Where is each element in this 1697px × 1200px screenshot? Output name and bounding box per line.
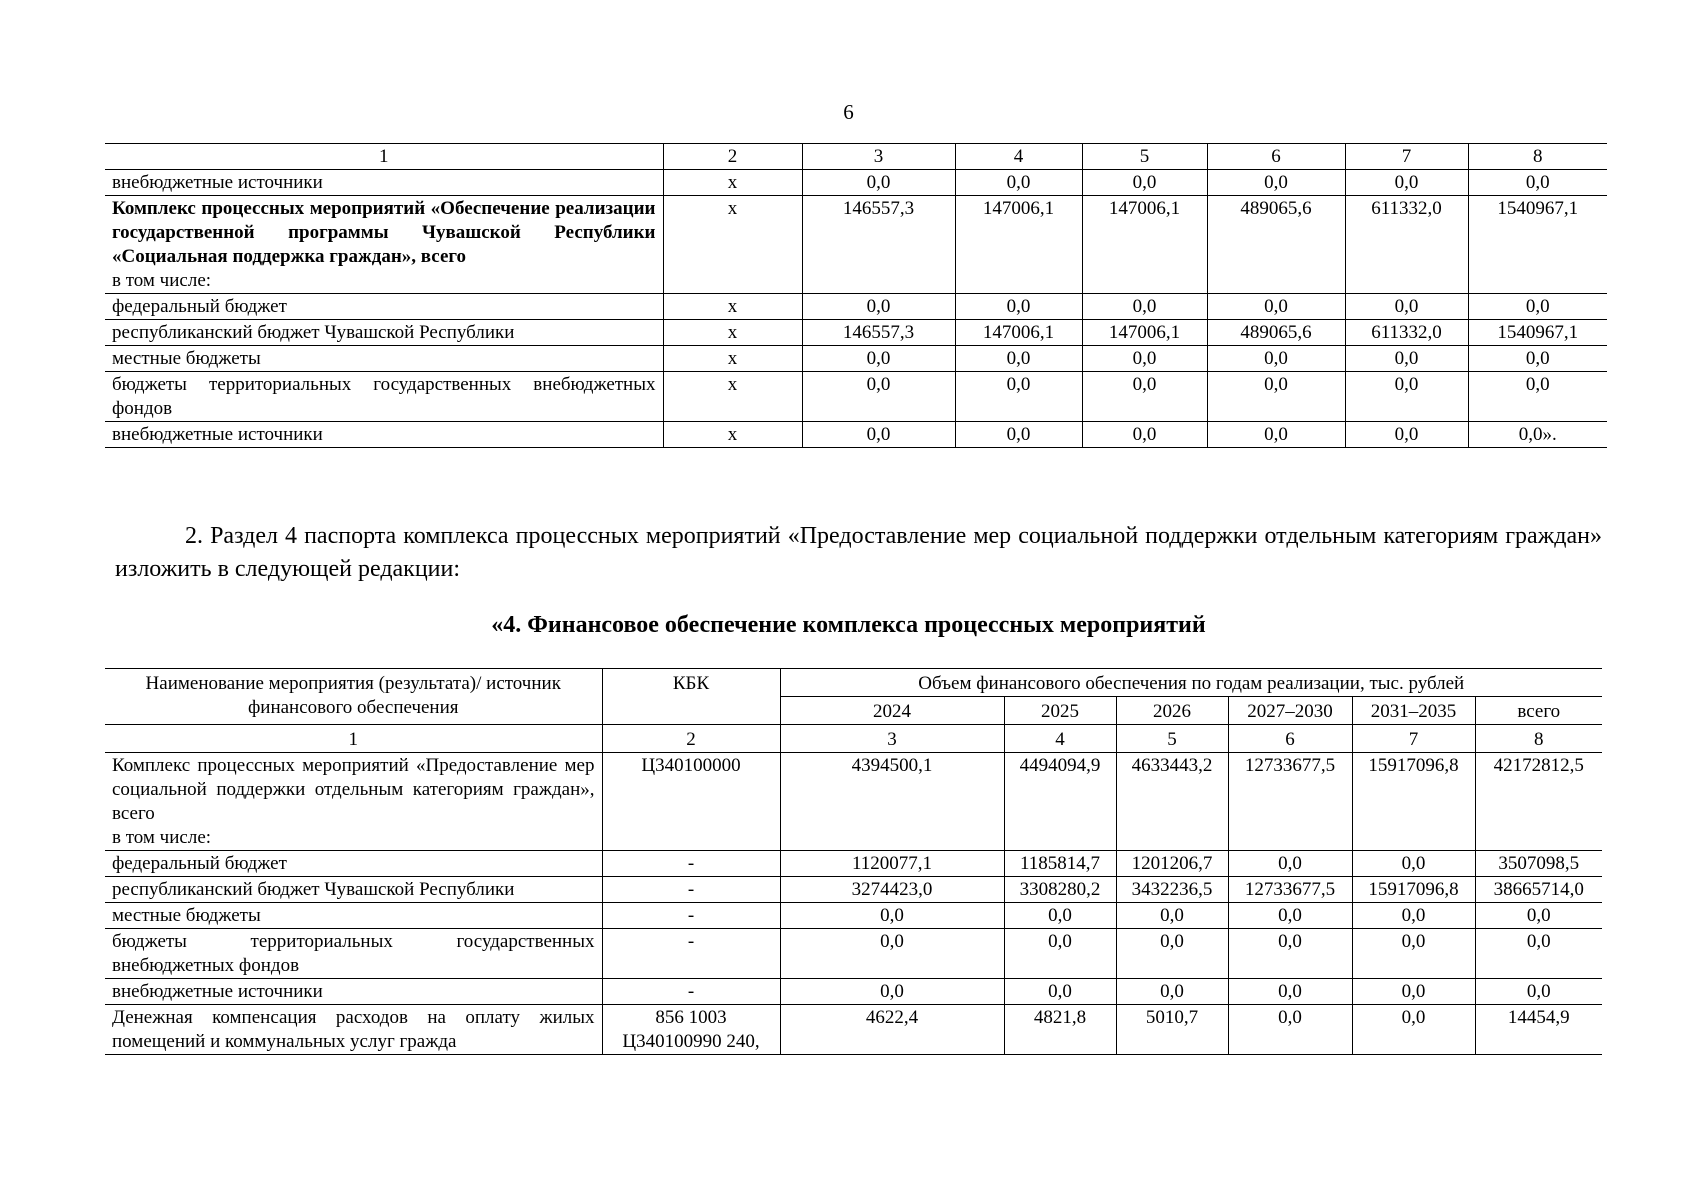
value-cell: 0,0 xyxy=(1468,294,1607,320)
kbk-cell: - xyxy=(602,929,780,979)
value-cell: 0,0 xyxy=(1468,170,1607,196)
value-cell: 147006,1 xyxy=(1082,196,1207,294)
table-row xyxy=(105,320,1607,346)
kbk-cell: - xyxy=(602,877,780,903)
value-cell: 0,0 xyxy=(1345,372,1468,422)
table-row xyxy=(105,903,1602,929)
column-number: 1 xyxy=(105,725,602,753)
column-number: 5 xyxy=(1116,725,1228,753)
column-numbers-row xyxy=(105,725,1602,753)
kbk-column-header: КБК xyxy=(602,669,780,725)
value-cell: 0,0 xyxy=(1352,903,1475,929)
value-cell: 0,0 xyxy=(1475,979,1602,1005)
value-cell: 3432236,5 xyxy=(1116,877,1228,903)
row-name: республиканский бюджет Чувашской Республики xyxy=(112,879,515,900)
table-row xyxy=(105,979,1602,1005)
column-number: 1 xyxy=(105,144,663,170)
value-cell: 0,0 xyxy=(780,903,1004,929)
row-name: внебюджетные источники xyxy=(112,172,323,193)
value-cell: 611332,0 xyxy=(1345,196,1468,294)
value-cell: 0,0 xyxy=(1352,851,1475,877)
row-name-cell xyxy=(105,320,663,346)
value-cell: 12733677,5 xyxy=(1228,877,1352,903)
row-name: Комплекс процессных мероприятий «Обеспечение реализации государственной программы Чувашской Республики «Социальная поддержка граждан», всего xyxy=(112,198,656,267)
table-row xyxy=(105,196,1607,294)
table-row xyxy=(105,422,1607,448)
value-cell: 0,0 xyxy=(802,294,955,320)
table-row xyxy=(105,372,1607,422)
year-header: 2025 xyxy=(1004,697,1116,725)
value-cell: x xyxy=(663,372,802,422)
table-row xyxy=(105,877,1602,903)
value-cell: 4622,4 xyxy=(780,1005,1004,1055)
table-row xyxy=(105,1005,1602,1055)
value-cell: 0,0 xyxy=(1082,170,1207,196)
financial-table xyxy=(105,668,1602,1055)
value-cell: 147006,1 xyxy=(1082,320,1207,346)
value-cell: 1120077,1 xyxy=(780,851,1004,877)
value-cell: 1201206,7 xyxy=(1116,851,1228,877)
row-name: бюджеты территориальных государственных внебюджетных фондов xyxy=(112,931,595,976)
table-row xyxy=(105,929,1602,979)
value-cell: 4633443,2 xyxy=(1116,753,1228,851)
column-number: 5 xyxy=(1082,144,1207,170)
value-cell: 0,0 xyxy=(780,929,1004,979)
row-name-cell xyxy=(105,929,602,979)
row-name: федеральный бюджет xyxy=(112,853,287,874)
row-name-cell xyxy=(105,422,663,448)
value-cell: 0,0 xyxy=(1116,929,1228,979)
row-name: внебюджетные источники xyxy=(112,981,323,1002)
row-name-cell xyxy=(105,372,663,422)
value-cell: 3274423,0 xyxy=(780,877,1004,903)
value-cell: 0,0 xyxy=(1475,929,1602,979)
value-cell: 42172812,5 xyxy=(1475,753,1602,851)
value-cell: 147006,1 xyxy=(955,320,1082,346)
row-name-cell xyxy=(105,196,663,294)
value-cell: 0,0 xyxy=(955,170,1082,196)
value-cell: 3507098,5 xyxy=(1475,851,1602,877)
value-cell: 0,0 xyxy=(1468,346,1607,372)
column-number: 2 xyxy=(663,144,802,170)
row-name-cell xyxy=(105,1005,602,1055)
row-name-cell xyxy=(105,170,663,196)
value-cell: 0,0 xyxy=(1207,422,1345,448)
value-cell: 0,0 xyxy=(1082,294,1207,320)
value-cell: x xyxy=(663,294,802,320)
column-number: 3 xyxy=(780,725,1004,753)
value-cell: x xyxy=(663,196,802,294)
table-row xyxy=(105,851,1602,877)
column-number: 4 xyxy=(955,144,1082,170)
value-cell: 489065,6 xyxy=(1207,320,1345,346)
column-number: 8 xyxy=(1475,725,1602,753)
value-cell: 0,0 xyxy=(1207,170,1345,196)
year-header: 2031–2035 xyxy=(1352,697,1475,725)
value-cell: 146557,3 xyxy=(802,196,955,294)
table-row xyxy=(105,170,1607,196)
header-row xyxy=(105,669,1602,697)
value-cell: 15917096,8 xyxy=(1352,877,1475,903)
row-name-cell xyxy=(105,294,663,320)
value-cell: 1540967,1 xyxy=(1468,320,1607,346)
value-cell: 0,0 xyxy=(1207,346,1345,372)
value-cell: x xyxy=(663,346,802,372)
row-name-cell xyxy=(105,877,602,903)
value-cell: 0,0 xyxy=(802,346,955,372)
value-cell: 0,0 xyxy=(1228,851,1352,877)
row-name: местные бюджеты xyxy=(112,348,261,369)
row-subtitle: в том числе: xyxy=(112,827,212,848)
kbk-cell: - xyxy=(602,903,780,929)
year-header: 2027–2030 xyxy=(1228,697,1352,725)
row-name: республиканский бюджет Чувашской Республики xyxy=(112,322,515,343)
value-cell: 0,0 xyxy=(1475,903,1602,929)
year-header: 2024 xyxy=(780,697,1004,725)
value-cell: 0,0 xyxy=(955,294,1082,320)
value-cell: 12733677,5 xyxy=(1228,753,1352,851)
value-cell: 611332,0 xyxy=(1345,320,1468,346)
row-name-cell xyxy=(105,903,602,929)
value-cell: 0,0». xyxy=(1468,422,1607,448)
row-name-cell xyxy=(105,851,602,877)
continuation-table xyxy=(105,143,1607,448)
value-cell: 1185814,7 xyxy=(1004,851,1116,877)
table-row xyxy=(105,294,1607,320)
value-cell: 5010,7 xyxy=(1116,1005,1228,1055)
column-number: 8 xyxy=(1468,144,1607,170)
value-cell: 0,0 xyxy=(1352,979,1475,1005)
value-cell: 0,0 xyxy=(802,372,955,422)
value-cell: 0,0 xyxy=(1082,346,1207,372)
value-cell: 0,0 xyxy=(1004,979,1116,1005)
value-cell: 0,0 xyxy=(1352,929,1475,979)
value-cell: 0,0 xyxy=(1352,1005,1475,1055)
value-cell: x xyxy=(663,170,802,196)
value-cell: 146557,3 xyxy=(802,320,955,346)
row-name: местные бюджеты xyxy=(112,905,261,926)
value-cell: 489065,6 xyxy=(1207,196,1345,294)
page-number: 6 xyxy=(843,100,854,124)
value-cell: 0,0 xyxy=(802,422,955,448)
column-numbers-row xyxy=(105,144,1607,170)
value-cell: 38665714,0 xyxy=(1475,877,1602,903)
value-cell: 0,0 xyxy=(1228,929,1352,979)
year-header: всего xyxy=(1475,697,1602,725)
row-name-cell xyxy=(105,979,602,1005)
kbk-cell: - xyxy=(602,979,780,1005)
value-cell: 0,0 xyxy=(1207,294,1345,320)
column-number: 7 xyxy=(1345,144,1468,170)
row-subtitle: в том числе: xyxy=(112,270,212,291)
row-name: Денежная компенсация расходов на оплату жилых помещений и коммунальных услуг гражда xyxy=(112,1007,595,1052)
kbk-cell: Ц340100000 xyxy=(602,753,780,851)
value-cell: 0,0 xyxy=(955,422,1082,448)
value-cell: 1540967,1 xyxy=(1468,196,1607,294)
name-column-header: Наименование мероприятия (результата)/ источник финансового обеспечения xyxy=(105,669,602,725)
value-cell: 0,0 xyxy=(955,346,1082,372)
value-cell: 147006,1 xyxy=(955,196,1082,294)
value-cell: x xyxy=(663,422,802,448)
value-cell: 4821,8 xyxy=(1004,1005,1116,1055)
column-number: 4 xyxy=(1004,725,1116,753)
value-cell: 0,0 xyxy=(1345,422,1468,448)
amendment-paragraph: 2. Раздел 4 паспорта комплекса процессных мероприятий «Предоставление мер социальной поддержки отдельным категориям граждан» изложить в следующей редакции: xyxy=(115,523,1602,582)
row-name: бюджеты территориальных государственных внебюджетных фондов xyxy=(112,374,656,419)
year-header: 2026 xyxy=(1116,697,1228,725)
value-cell: 4394500,1 xyxy=(780,753,1004,851)
value-cell: 0,0 xyxy=(802,170,955,196)
value-cell: 4494094,9 xyxy=(1004,753,1116,851)
kbk-cell: 856 1003 Ц340100990 240, xyxy=(602,1005,780,1055)
column-number: 3 xyxy=(802,144,955,170)
section-title: «4. Финансовое обеспечение комплекса процессных мероприятий xyxy=(491,612,1206,638)
value-cell: 0,0 xyxy=(1345,170,1468,196)
value-cell: 0,0 xyxy=(1345,294,1468,320)
row-name: Комплекс процессных мероприятий «Предоставление мер социальной поддержки отдельным категориям граждан», всего xyxy=(112,755,595,824)
volume-header: Объем финансового обеспечения по годам реализации, тыс. рублей xyxy=(780,669,1602,697)
row-name: федеральный бюджет xyxy=(112,296,287,317)
row-name: внебюджетные источники xyxy=(112,424,323,445)
column-number: 7 xyxy=(1352,725,1475,753)
value-cell: 14454,9 xyxy=(1475,1005,1602,1055)
value-cell: 0,0 xyxy=(1228,1005,1352,1055)
value-cell: 3308280,2 xyxy=(1004,877,1116,903)
value-cell: 0,0 xyxy=(1116,979,1228,1005)
value-cell: 0,0 xyxy=(1207,372,1345,422)
value-cell: 0,0 xyxy=(1116,903,1228,929)
value-cell: 0,0 xyxy=(780,979,1004,1005)
row-name-cell xyxy=(105,346,663,372)
kbk-cell: - xyxy=(602,851,780,877)
value-cell: 0,0 xyxy=(1228,903,1352,929)
row-name-cell xyxy=(105,753,602,851)
value-cell: 0,0 xyxy=(955,372,1082,422)
value-cell: x xyxy=(663,320,802,346)
value-cell: 15917096,8 xyxy=(1352,753,1475,851)
value-cell: 0,0 xyxy=(1468,372,1607,422)
value-cell: 0,0 xyxy=(1004,929,1116,979)
value-cell: 0,0 xyxy=(1082,422,1207,448)
value-cell: 0,0 xyxy=(1082,372,1207,422)
value-cell: 0,0 xyxy=(1004,903,1116,929)
value-cell: 0,0 xyxy=(1228,979,1352,1005)
column-number: 2 xyxy=(602,725,780,753)
table-row xyxy=(105,753,1602,851)
value-cell: 0,0 xyxy=(1345,346,1468,372)
table-row xyxy=(105,346,1607,372)
column-number: 6 xyxy=(1207,144,1345,170)
column-number: 6 xyxy=(1228,725,1352,753)
